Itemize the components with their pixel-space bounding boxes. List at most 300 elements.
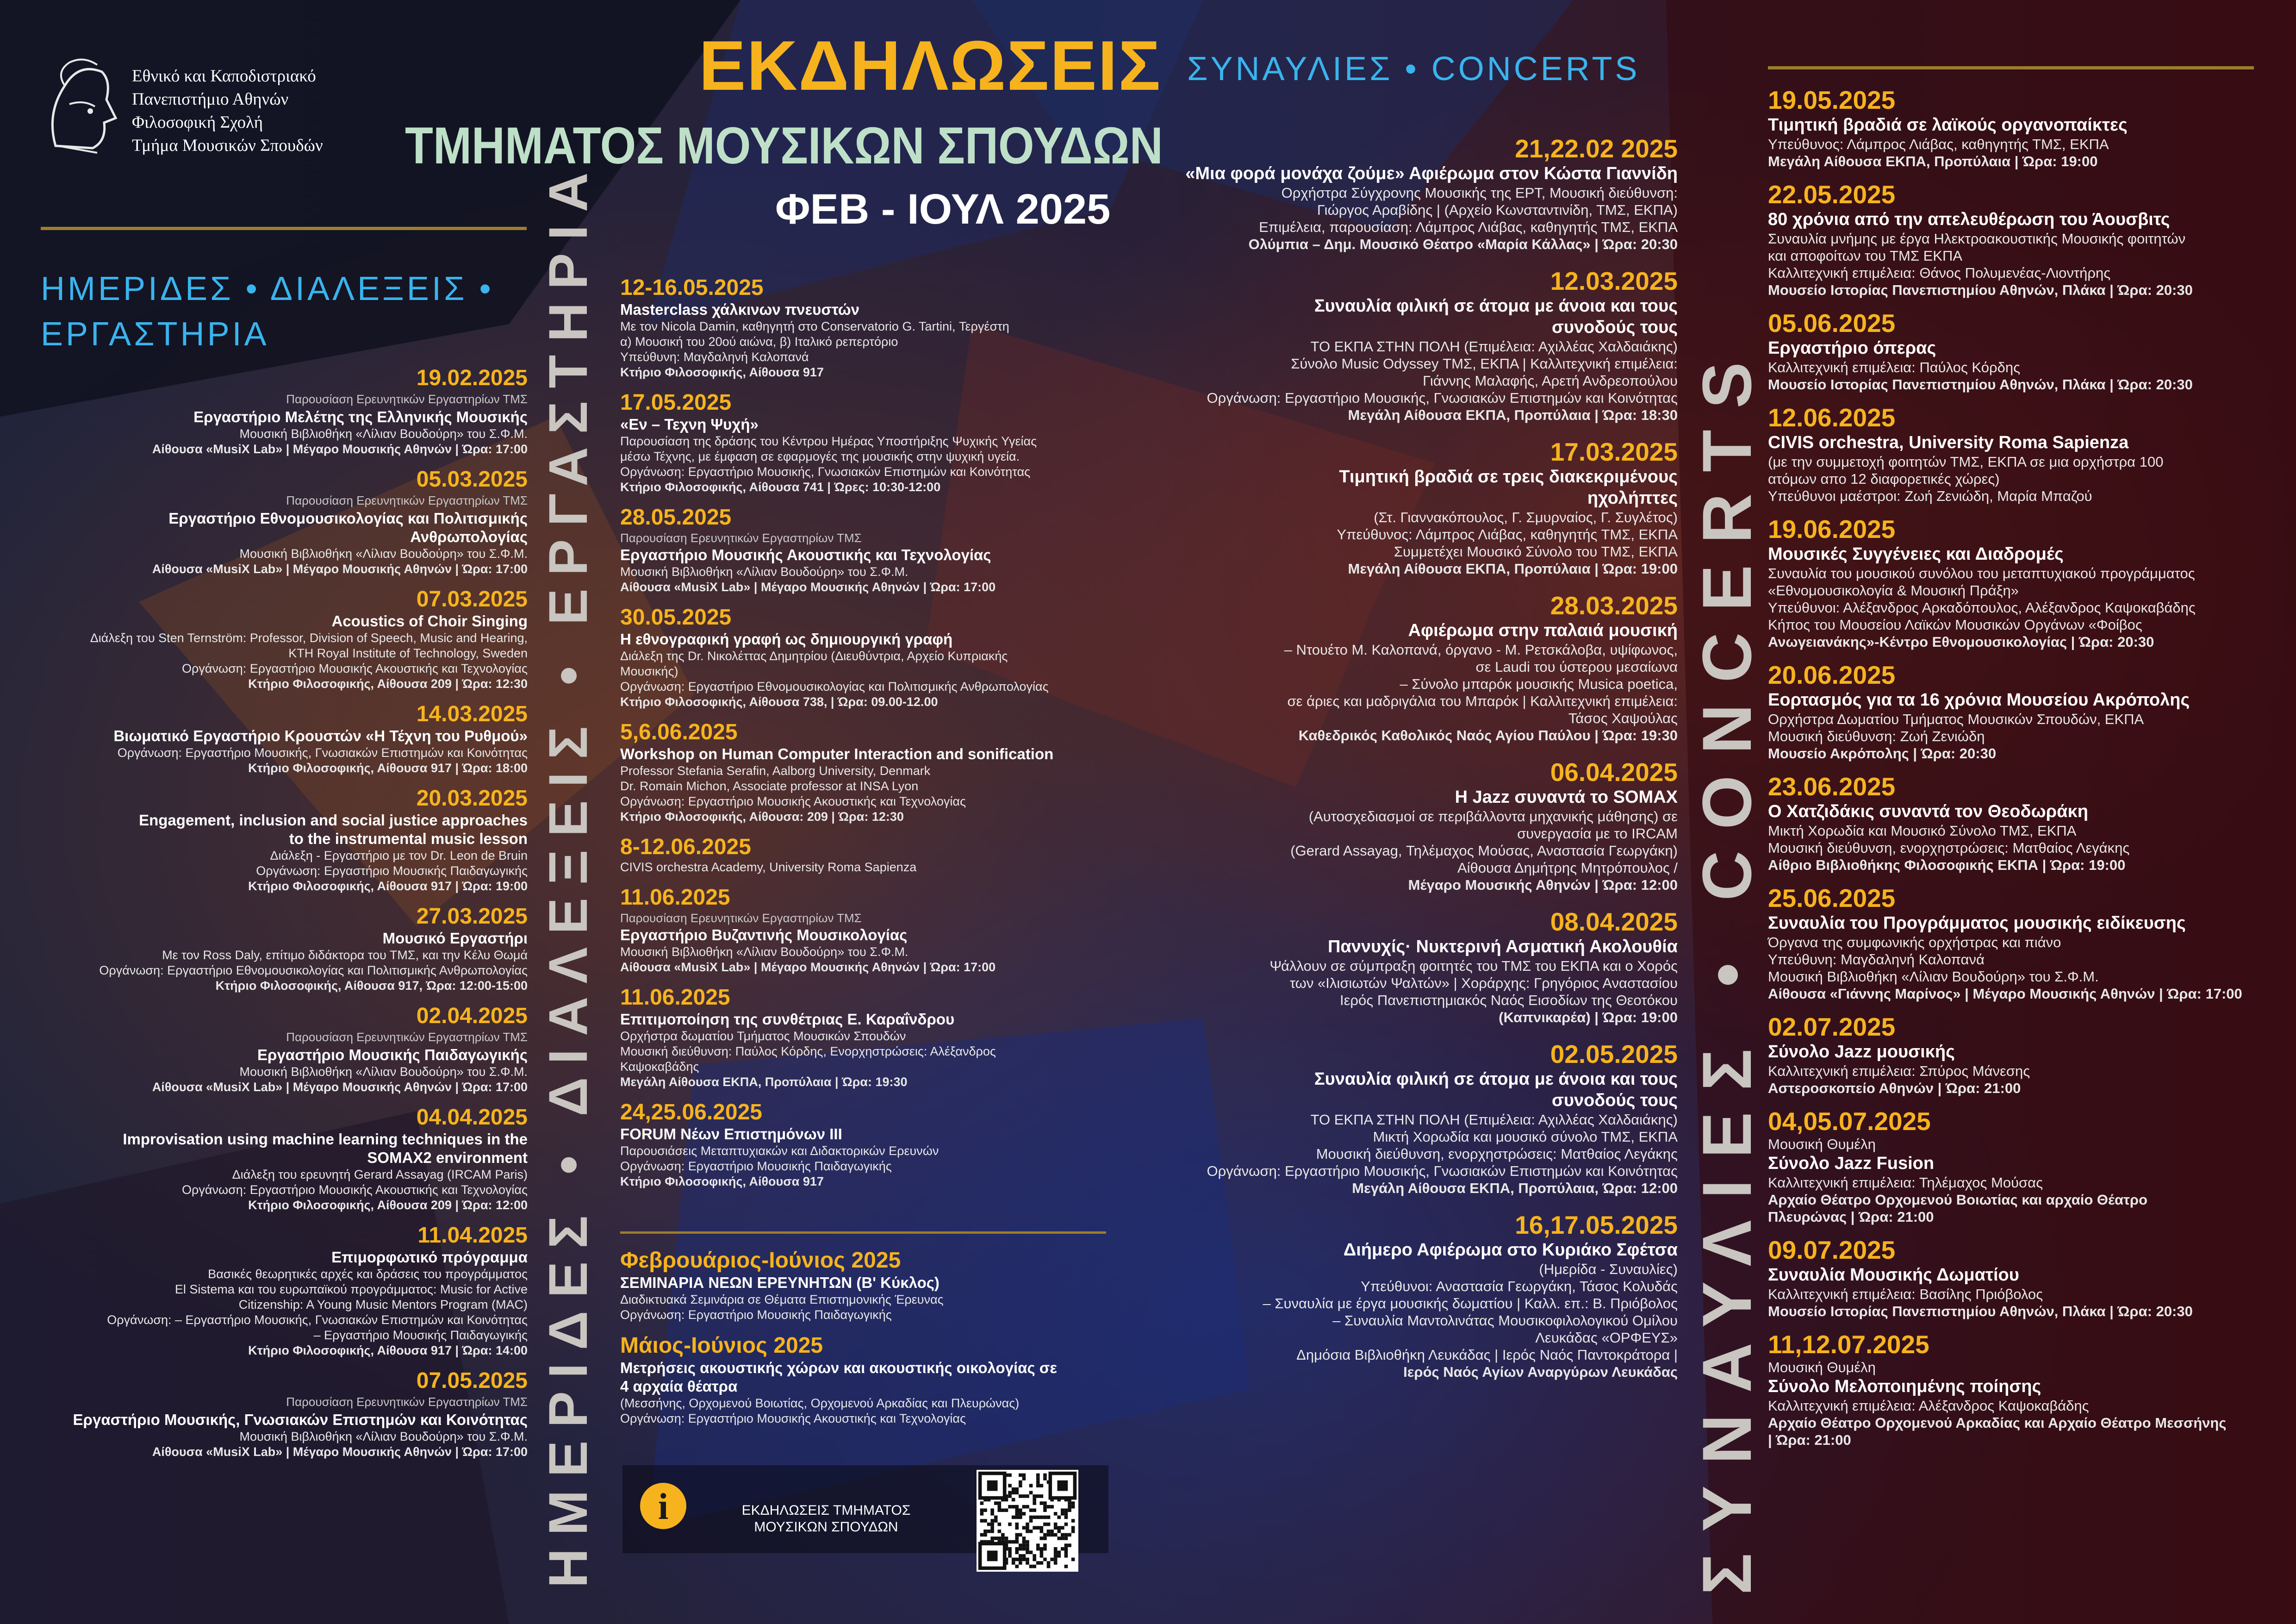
info-icon[interactable]: i bbox=[640, 1483, 686, 1529]
event-detail: σε Laudi του ύστερου μεσαίωνα bbox=[1475, 659, 1678, 675]
event-detail: Οργάνωση: Εργαστήριο Μουσικής, Γνωσιακών Επιστημών και Κοινότητας bbox=[1207, 1163, 1678, 1179]
event-title: Masterclass χάλκινων πνευστών bbox=[620, 301, 859, 318]
event-detail: Ψάλλουν σε σύμπραξη φοιτητές του ΤΜΣ του ΕΚΠΑ και ο Χορός bbox=[1269, 958, 1678, 974]
concerts-heading: ΣΥΝΑΥΛΙΕΣ • CONCERTS bbox=[1187, 50, 1640, 87]
event-title: ηχολήπτες bbox=[1587, 488, 1678, 508]
event-venue: Αίθουσα «Γιάννης Μαρίνος» | Μέγαρο Μουσικής Αθηνών | Ώρα: 17:00 bbox=[1768, 986, 2242, 1002]
event-detail: Οργάνωση: Εργαστήριο Μουσικής Παιδαγωγικής bbox=[620, 1308, 892, 1322]
event-venue: Καθεδρικός Καθολικός Ναός Αγίου Παύλου | Ώρα: 19:30 bbox=[1298, 727, 1678, 743]
event-detail: Βασικές θεωρητικές αρχές και δράσεις του προγράμματος bbox=[208, 1267, 528, 1281]
event-venue: Μεγάλη Αίθουσα ΕΚΠΑ, Προπύλαια, Ώρα: 12:00 bbox=[1352, 1180, 1678, 1196]
event-item bbox=[620, 885, 1106, 975]
event-venue: Κτήριο Φιλοσοφικής, Αίθουσα 917 | Ώρα: 14:00 bbox=[248, 1343, 528, 1357]
event-detail: Συναυλία μνήμης με έργα Ηλεκτροακουστικής Μουσικής φοιτητών bbox=[1768, 231, 2186, 247]
divider bbox=[41, 227, 527, 230]
event-venue: Μεγάλη Αίθουσα ΕΚΠΑ, Προπύλαια | Ώρα: 19:00 bbox=[1768, 153, 2098, 169]
event-detail: Παρουσιάσεις Μεταπτυχιακών και Διδακτορικών Ερευνών bbox=[620, 1144, 939, 1158]
event-detail: Καλλιτεχνική επιμέλεια: Τηλέμαχος Μούσας bbox=[1768, 1174, 2043, 1191]
event-detail: Διαδικτυακά Σεμινάρια σε Θέματα Επιστημονικής Έρευνας bbox=[620, 1293, 944, 1306]
event-detail: Όργανα της συμφωνικής ορχήστρας και πιάνο bbox=[1768, 934, 2061, 950]
event-detail: Οργάνωση: Εργαστήριο Μουσικής Παιδαγωγικής bbox=[256, 864, 528, 878]
seminars-list bbox=[620, 1248, 1111, 1437]
event-venue: Κτήριο Φιλοσοφικής, Αίθουσα 917 | Ώρα: 19:00 bbox=[248, 879, 528, 893]
event-detail: (Gerard Assayag, Τηλέμαχος Μούσας, Αναστασία Γεωργάκη) bbox=[1290, 843, 1678, 859]
event-date: 22.05.2025 bbox=[1768, 180, 1896, 209]
event-date: 11.06.2025 bbox=[620, 885, 730, 910]
event-item bbox=[620, 275, 1106, 380]
event-date: 02.04.2025 bbox=[416, 1004, 528, 1028]
event-detail: Μουσική διεύθυνση: Ζωή Ζενιώδη bbox=[1768, 728, 1985, 744]
event-date: 19.06.2025 bbox=[1768, 515, 1896, 543]
event-detail: KTH Royal Institute of Technology, Sweden bbox=[288, 646, 528, 660]
event-date: Φεβρουάριος-Ιούνιος 2025 bbox=[620, 1248, 901, 1273]
event-detail: Διάλεξη του Sten Ternström: Professor, Division of Speech, Music and Hearing, bbox=[90, 631, 528, 645]
event-date: 07.05.2025 bbox=[416, 1368, 528, 1393]
event-venue: Αίθουσα «MusiX Lab» | Μέγαρο Μουσικής Αθηνών | Ώρα: 17:00 bbox=[152, 1445, 528, 1459]
event-detail: Ορχήστρα Σύγχρονης Μουσικής της ΕΡΤ, Μουσική διεύθυνση: bbox=[1281, 185, 1678, 201]
event-item bbox=[46, 786, 528, 894]
event-detail: Λευκάδας «ΟΡΦΕΥΣ» bbox=[1535, 1330, 1678, 1346]
event-detail: (Ημερίδα - Συναυλίες) bbox=[1539, 1261, 1678, 1277]
event-detail: Παρουσίαση της δράσης του Κέντρου Ημέρας Υποστήριξης Ψυχικής Υγείας bbox=[620, 434, 1037, 448]
event-title: Workshop on Human Computer Interaction and sonification bbox=[620, 745, 1054, 762]
event-detail: – Συναυλία με έργα μουσικής δωματίου | Καλλ. επ.: Β. Πριόβολος bbox=[1263, 1295, 1678, 1312]
event-title: to the instrumental music lesson bbox=[289, 830, 528, 847]
event-title: Σύνολο Μελοποιημένης ποίησης bbox=[1768, 1377, 2041, 1396]
event-title: Εργαστήριο Μελέτης της Ελληνικής Μουσικής bbox=[193, 408, 528, 425]
event-venue: Κτήριο Φιλοσοφικής, Αίθουσα 917, Ώρα: 12:00-15:00 bbox=[215, 979, 528, 993]
event-item bbox=[1768, 515, 2268, 650]
event-item bbox=[1768, 86, 2268, 170]
event-item bbox=[1768, 1012, 2268, 1097]
event-detail: Υπεύθυνη: Μαγδαληνή Καλοπανά bbox=[620, 350, 809, 364]
event-item bbox=[620, 985, 1106, 1090]
event-detail: των «Ιλισιωτών Ψαλτών» | Χοράρχης: Γρηγόριος Αναστασίου bbox=[1289, 975, 1678, 991]
event-detail: συνεργασία με το IRCAM bbox=[1517, 825, 1678, 842]
event-title: Διήμερο Αφιέρωμα στο Κυριάκο Σφέτσα bbox=[1343, 1240, 1678, 1260]
event-venue: Αίθουσα «MusiX Lab» | Μέγαρο Μουσικής Αθηνών | Ώρα: 17:00 bbox=[620, 580, 996, 594]
event-item bbox=[1125, 1040, 1678, 1197]
event-venue: Αίθουσα «MusiX Lab» | Μέγαρο Μουσικής Αθηνών | Ώρα: 17:00 bbox=[152, 442, 528, 456]
event-detail: Καλλιτεχνική επιμέλεια: Σπύρος Μάνεσης bbox=[1768, 1063, 2030, 1079]
event-detail: ΤΟ ΕΚΠΑ ΣΤΗΝ ΠΟΛΗ (Επιμέλεια: Αχιλλέας Χαλδαιάκης) bbox=[1310, 1112, 1678, 1128]
university-line: Πανεπιστήμιο Αθηνών bbox=[132, 90, 289, 109]
event-detail: Ιερός Πανεπιστημιακός Ναός Εισοδίων της Θεοτόκου bbox=[1339, 992, 1678, 1008]
event-item bbox=[1125, 267, 1678, 424]
event-date: 5,6.06.2025 bbox=[620, 720, 738, 744]
event-venue: (Καπνικαρέα) | Ώρα: 19:00 bbox=[1499, 1009, 1678, 1025]
event-title: Acoustics of Choir Singing bbox=[331, 612, 528, 630]
event-detail: El Sistema και του ευρωπαϊκού προγράμματος: Music for Active bbox=[174, 1282, 528, 1296]
event-date: 11,12.07.2025 bbox=[1768, 1330, 1929, 1359]
event-detail: Αίθουσα Δημήτρης Μητρόπουλος / bbox=[1457, 860, 1678, 876]
event-detail: Dr. Romain Michon, Associate professor at INSA Lyon bbox=[620, 779, 919, 793]
event-title: Επιτιμοποίηση της συνθέτριας Ε. Καραΐνδρου bbox=[620, 1011, 955, 1028]
concerts-list-right bbox=[1768, 86, 2268, 1459]
event-date: 11.06.2025 bbox=[620, 985, 730, 1010]
event-venue: Κτήριο Φιλοσοφικής, Αίθουσα 209 | Ώρα: 12:00 bbox=[248, 1198, 528, 1212]
event-title: Τιμητική βραδιά σε τρεις διακεκριμένους bbox=[1339, 467, 1678, 487]
event-detail: Μουσική διεύθυνση, ενορχηστρώσεις: Ματθαίος Λεγάκης bbox=[1768, 840, 2130, 856]
heading-line: ΕΡΓΑΣΤΗΡΙΑ bbox=[41, 316, 269, 353]
event-title: Εργαστήριο Βυζαντινής Μουσικολογίας bbox=[620, 926, 908, 943]
event-detail: Οργάνωση: – Εργαστήριο Μουσικής, Γνωσιακών Επιστημών και Κοινότητας bbox=[107, 1313, 528, 1327]
event-date: 25.06.2025 bbox=[1768, 884, 1896, 912]
event-subtitle: Παρουσίαση Ερευνητικών Εργαστηρίων ΤΜΣ bbox=[286, 1395, 528, 1409]
event-detail: Μουσική διεύθυνση: Παύλος Κόρδης, Ενορχηστρώσεις: Αλέξανδρος bbox=[620, 1044, 996, 1058]
event-detail: – Συναυλία Μαντολινάτας Μουσικοφιλολογικού Ομίλου bbox=[1332, 1312, 1678, 1329]
event-date: 04,05.07.2025 bbox=[1768, 1107, 1931, 1136]
event-detail: Υπεύθυνοι: Αναστασία Γεωργάκη, Τάσος Κολυδάς bbox=[1361, 1278, 1678, 1294]
event-subtitle: Παρουσίαση Ερευνητικών Εργαστηρίων ΤΜΣ bbox=[620, 531, 862, 545]
workshops-vertical-banner: ΗΜΕΡΙΔΕΣ • ΔΙΑΛΕΞΕΙΣ • ΕΡΓΑΣΤΗΡΙΑ bbox=[538, 159, 599, 1588]
event-item bbox=[46, 366, 528, 457]
event-title: Επιμορφωτικό πρόγραμμα bbox=[331, 1249, 528, 1266]
event-venue: Αστεροσκοπείο Αθηνών | Ώρα: 21:00 bbox=[1768, 1080, 2021, 1096]
event-item bbox=[46, 1004, 528, 1095]
event-title: Εργαστήριο Μουσικής, Γνωσιακών Επιστημών και Κοινότητας bbox=[73, 1411, 528, 1428]
event-detail: (Στ. Γιαννακόπουλος, Γ. Σμυρναίος, Γ. Συγλέτος) bbox=[1374, 509, 1678, 525]
event-venue: Αρχαίο Θέατρο Ορχομενού Βοιωτίας και αρχαίο Θέατρο bbox=[1768, 1192, 2148, 1208]
event-title: «Μια φορά μονάχα ζούμε» Αφιέρωμα στον Κώστα Γιαννίδη bbox=[1185, 164, 1678, 183]
event-date: 12-16.05.2025 bbox=[620, 275, 764, 300]
event-title: Μετρήσεις ακουστικής χώρων και ακουστικής οικολογίας σε bbox=[620, 1359, 1058, 1376]
event-subtitle: Παρουσίαση Ερευνητικών Εργαστηρίων ΤΜΣ bbox=[620, 911, 862, 925]
event-venue: Αίθουσα «MusiX Lab» | Μέγαρο Μουσικής Αθηνών | Ώρα: 17:00 bbox=[152, 562, 528, 576]
event-detail: Μουσική Θυμέλη bbox=[1768, 1359, 1876, 1375]
event-detail: Μουσική Βιβλιοθήκη «Λίλιαν Βουδούρη» του Σ.Φ.Μ. bbox=[239, 1430, 528, 1443]
event-detail: Μουσική Βιβλιοθήκη «Λίλιαν Βουδούρη» του Σ.Φ.Μ. bbox=[620, 565, 908, 579]
event-title: συνοδούς τους bbox=[1551, 1091, 1678, 1110]
event-detail: Μουσική Θυμέλη bbox=[1768, 1136, 1876, 1152]
event-detail: Διάλεξη - Εργαστήριο με τον Dr. Leon de Bruin bbox=[270, 849, 528, 862]
event-detail: Οργάνωση: Εργαστήριο Μουσικής Ακουστικής και Τεχνολογίας bbox=[620, 794, 966, 808]
event-venue: Μεγάλη Αίθουσα ΕΚΠΑ, Προπύλαια | Ώρα: 18:30 bbox=[1348, 407, 1678, 423]
event-item bbox=[1768, 1330, 2268, 1449]
event-detail: Οργάνωση: Εργαστήριο Μουσικής, Γνωσιακών Επιστημών και Κοινότητας bbox=[1207, 390, 1678, 406]
event-venue: Κτήριο Φιλοσοφικής, Αίθουσα 917 bbox=[620, 365, 824, 379]
info-line: ΕΚΔΗΛΩΣΕΙΣ ΤΜΗΜΑΤΟΣ bbox=[741, 1503, 911, 1518]
event-date: Μάιος-Ιούνιος 2025 bbox=[620, 1333, 823, 1358]
event-date: 19.05.2025 bbox=[1768, 86, 1896, 114]
event-detail: Ορχήστρα δωματίου Τμήματος Μουσικών Σπουδών bbox=[620, 1029, 906, 1043]
event-venue: Μουσείο Ιστορίας Πανεπιστημίου Αθηνών, Πλάκα | Ώρα: 20:30 bbox=[1768, 376, 2193, 393]
event-date: 07.03.2025 bbox=[416, 587, 528, 612]
event-detail: Γιάννης Μαλαφής, Αρετή Ανδρεοπούλου bbox=[1423, 373, 1678, 389]
event-title: Σύνολο Jazz μουσικής bbox=[1768, 1042, 1955, 1062]
event-title: Improvisation using machine learning techniques in the bbox=[123, 1131, 528, 1148]
event-item bbox=[1768, 661, 2268, 762]
event-detail: Οργάνωση: Εργαστήριο Μουσικής, Γνωσιακών Επιστημών και Κοινότητας bbox=[117, 746, 528, 760]
university-line: Φιλοσοφική Σχολή bbox=[132, 113, 263, 132]
event-detail: Καλλιτεχνική επιμέλεια: Παύλος Κόρδης bbox=[1768, 359, 2021, 375]
event-item bbox=[1125, 437, 1678, 577]
event-date: 06.04.2025 bbox=[1550, 758, 1678, 787]
event-date: 24,25.06.2025 bbox=[620, 1100, 762, 1124]
event-detail: Μουσική Βιβλιοθήκη «Λίλιαν Βουδούρη» του Σ.Φ.Μ. bbox=[239, 427, 528, 441]
event-title: Engagement, inclusion and social justice approaches bbox=[139, 812, 528, 829]
event-item bbox=[620, 720, 1106, 824]
divider bbox=[620, 1231, 1106, 1234]
event-detail: Μουσική Βιβλιοθήκη «Λίλιαν Βουδούρη» του Σ.Φ.Μ. bbox=[1768, 968, 2099, 985]
event-title: CIVIS orchestra, University Roma Sapienza bbox=[1768, 433, 2129, 452]
event-title: Η Jazz συναντά το SOMAX bbox=[1455, 787, 1678, 807]
event-item bbox=[1768, 180, 2268, 299]
event-date: 21,22.02 2025 bbox=[1515, 134, 1678, 163]
event-title: Αφιέρωμα στην παλαιά μουσική bbox=[1408, 621, 1678, 640]
event-venue: Κτήριο Φιλοσοφικής, Αίθουσα 741 | Ώρες: 10:30-12:00 bbox=[620, 480, 941, 494]
event-date: 09.07.2025 bbox=[1768, 1236, 1896, 1264]
event-detail: α) Μουσική του 20ού αιώνα, β) Ιταλικό ρεπερτόριο bbox=[620, 335, 898, 349]
event-detail: – Σύνολο μπαρόκ μουσικής Musica poetica, bbox=[1400, 676, 1678, 692]
poster-date-range: ΦΕΒ - ΙΟΥΛ 2025 bbox=[775, 186, 1111, 233]
university-line: Τμήμα Μουσικών Σπουδών bbox=[132, 136, 323, 155]
event-detail: Με τον Nicola Damin, καθηγητή στο Conservatorio G. Tartini, Τεργέστη bbox=[620, 319, 1009, 333]
event-detail: Ορχήστρα Δωματίου Τμήματος Μουσικών Σπουδών, ΕΚΠΑ bbox=[1768, 711, 2144, 727]
event-detail: μέσω Τέχνης, με έμφαση σε εφαρμογές της μουσικής στην ψυχική υγεία. bbox=[620, 450, 1020, 463]
event-date: 05.03.2025 bbox=[416, 467, 528, 492]
event-venue: Μουσείο Ιστορίας Πανεπιστημίου Αθηνών, Πλάκα | Ώρα: 20:30 bbox=[1768, 282, 2193, 298]
event-item bbox=[1768, 1107, 2268, 1225]
event-venue: Κτήριο Φιλοσοφικής, Αίθουσα 209 | Ώρα: 12:30 bbox=[248, 677, 528, 691]
event-detail: Συμμετέχει Μουσικό Σύνολο του ΤΜΣ, ΕΚΠΑ bbox=[1394, 543, 1678, 560]
event-venue: Κτήριο Φιλοσοφικής, Αίθουσα 738, | Ώρα: 09.00-12.00 bbox=[620, 695, 938, 709]
event-title: Ο Χατζιδάκις συναντά τον Θεοδωράκη bbox=[1768, 802, 2088, 821]
heading-line: ΗΜΕΡΙΔΕΣ • ΔΙΑΛΕΞΕΙΣ • bbox=[41, 270, 494, 307]
divider bbox=[1768, 66, 2254, 69]
event-subtitle: Παρουσίαση Ερευνητικών Εργαστηρίων ΤΜΣ bbox=[286, 392, 528, 406]
event-title: Μουσικό Εργαστήρι bbox=[382, 930, 528, 947]
event-item bbox=[1768, 884, 2268, 1002]
event-item bbox=[1125, 591, 1678, 744]
event-item bbox=[1125, 134, 1678, 253]
event-detail: Σύνολο Music Odyssey ΤΜΣ, ΕΚΠΑ | Καλλιτεχνική επιμέλεια: bbox=[1291, 356, 1678, 372]
event-detail: Οργάνωση: Εργαστήριο Μουσικής Ακουστικής και Τεχνολογίας bbox=[182, 1183, 528, 1197]
event-detail: Διάλεξη της Dr. Νικολέττας Δημητρίου (Διευθύντρια, Αρχείο Κυπριακής bbox=[620, 649, 1008, 663]
event-date: 14.03.2025 bbox=[416, 702, 528, 726]
event-detail: Υπεύθυνος: Λάμπρος Λιάβας, καθηγητής ΤΜΣ, ΕΚΠΑ bbox=[1337, 526, 1678, 543]
event-detail: και αποφοίτων του ΤΜΣ ΕΚΠΑ bbox=[1768, 248, 1963, 264]
event-venue: Ολύμπια – Δημ. Μουσικό Θέατρο «Μαρία Κάλλας» | Ώρα: 20:30 bbox=[1248, 236, 1678, 252]
event-item bbox=[46, 467, 528, 577]
event-venue: Αίθουσα «MusiX Lab» | Μέγαρο Μουσικής Αθηνών | Ώρα: 17:00 bbox=[620, 960, 996, 974]
event-title: 80 χρόνια από την απελευθέρωση του Άουσβιτς bbox=[1768, 210, 2170, 229]
event-venue: Αρχαίο Θέατρο Ορχομενού Αρκαδίας και Αρχαίο Θέατρο Μεσσήνης bbox=[1768, 1415, 2227, 1431]
event-title: SOMAX2 environment bbox=[367, 1149, 528, 1166]
info-line: ΜΟΥΣΙΚΩΝ ΣΠΟΥΔΩΝ bbox=[754, 1519, 898, 1535]
event-detail: CIVIS orchestra Academy, University Roma Sapienza bbox=[620, 860, 917, 874]
event-detail: Μουσική διεύθυνση, ενορχηστρώσεις: Ματθαίος Λεγάκης bbox=[1316, 1146, 1678, 1162]
event-date: 04.04.2025 bbox=[416, 1105, 528, 1130]
event-venue: Κτήριο Φιλοσοφικής, Αίθουσα 917 bbox=[620, 1174, 824, 1188]
event-venue: Ιερός Ναός Αγίων Αναργύρων Λευκάδας bbox=[1403, 1364, 1678, 1380]
event-item bbox=[46, 1105, 528, 1213]
event-detail: Οργάνωση: Εργαστήριο Μουσικής Ακουστικής και Τεχνολογίας bbox=[620, 1412, 966, 1425]
event-venue: | Ώρα: 21:00 bbox=[1768, 1432, 1851, 1448]
event-detail: Κήπος του Μουσείου Λαϊκών Μουσικών Οργάνων «Φοίβος bbox=[1768, 617, 2142, 633]
event-date: 02.05.2025 bbox=[1550, 1040, 1678, 1068]
university-line: Εθνικό και Καποδιστριακό bbox=[132, 67, 316, 86]
event-title: Η εθνογραφική γραφή ως δημιουργική γραφή bbox=[620, 631, 953, 648]
event-date: 12.03.2025 bbox=[1550, 267, 1678, 295]
event-item bbox=[1768, 1236, 2268, 1320]
event-detail: Οργάνωση: Εργαστήριο Μουσικής, Γνωσιακών Επιστημών και Κοινότητας bbox=[620, 465, 1031, 479]
event-date: 27.03.2025 bbox=[416, 904, 528, 929]
event-item bbox=[620, 1333, 1111, 1426]
event-title: Τιμητική βραδιά σε λαϊκούς οργανοπαίκτες bbox=[1768, 115, 2128, 135]
event-detail: Γιώργος Αραβίδης | (Αρχείο Κωνσταντινίδη, ΤΜΣ, ΕΚΠΑ) bbox=[1317, 202, 1678, 218]
event-detail: Καλλιτεχνική επιμέλεια: Βασίλης Πριόβολος bbox=[1768, 1286, 2043, 1302]
event-date: 8-12.06.2025 bbox=[620, 835, 751, 859]
event-detail: Καλλιτεχνική επιμέλεια: Αλέξανδρος Καψοκαβάδης bbox=[1768, 1398, 2089, 1414]
event-item bbox=[620, 1248, 1111, 1323]
event-title: Εργαστήριο Εθνομουσικολογίας και Πολιτισμικής bbox=[168, 510, 528, 527]
athena-logo bbox=[37, 53, 120, 164]
event-date: 17.03.2025 bbox=[1550, 437, 1678, 466]
event-item bbox=[620, 835, 1106, 875]
concerts-vertical-banner: ΣΥΝΑΥΛΙΕΣ • CONCERTS bbox=[1688, 341, 1766, 1595]
poster-title: ΕΚΔΗΛΩΣΕΙΣ bbox=[699, 26, 1162, 105]
event-date: 20.03.2025 bbox=[416, 786, 528, 811]
event-item bbox=[1125, 1211, 1678, 1380]
event-venue: Ανωγειανάκης»-Κέντρο Εθνομουσικολογίας | Ώρα: 20:30 bbox=[1768, 634, 2154, 650]
event-date: 11.04.2025 bbox=[417, 1223, 528, 1248]
event-item bbox=[46, 1368, 528, 1460]
event-title: Συναυλία Μουσικής Δωματίου bbox=[1768, 1265, 2019, 1285]
event-detail: Μικτή Χορωδία και Μουσικό Σύνολο ΤΜΣ, ΕΚΠΑ bbox=[1768, 823, 2077, 839]
event-date: 08.04.2025 bbox=[1550, 907, 1678, 936]
event-item bbox=[1768, 772, 2268, 874]
event-item bbox=[1125, 758, 1678, 893]
event-date: 20.06.2025 bbox=[1768, 661, 1896, 689]
event-date: 23.06.2025 bbox=[1768, 772, 1896, 801]
event-item bbox=[1125, 907, 1678, 1026]
event-title: Εργαστήριο όπερας bbox=[1768, 338, 1936, 358]
event-item bbox=[620, 390, 1106, 495]
event-venue: Αίθουσα «MusiX Lab» | Μέγαρο Μουσικής Αθηνών | Ώρα: 17:00 bbox=[152, 1080, 528, 1094]
event-detail: Υπεύθυνοι μαέστροι: Ζωή Ζενιώδη, Μαρία Μπαζού bbox=[1768, 488, 2092, 504]
event-date: 02.07.2025 bbox=[1768, 1012, 1896, 1041]
event-date: 28.05.2025 bbox=[620, 505, 732, 530]
university-name bbox=[132, 65, 323, 157]
event-subtitle: Παρουσίαση Ερευνητικών Εργαστηρίων ΤΜΣ bbox=[286, 493, 528, 507]
event-venue: Μουσείο Ακρόπολης | Ώρα: 20:30 bbox=[1768, 745, 1997, 762]
event-detail: σε άριες και μαδριγάλια του Μπαρόκ | Καλλιτεχνική επιμέλεια: bbox=[1287, 693, 1678, 709]
event-detail: Professor Stefania Serafin, Aalborg University, Denmark bbox=[620, 764, 931, 778]
event-title: FORUM Νέων Επιστημόνων ΙΙΙ bbox=[620, 1125, 842, 1143]
event-detail: Δημόσια Βιβλιοθήκη Λευκάδας | Ιερός Ναός Παντοκράτορα | bbox=[1296, 1347, 1678, 1363]
event-venue: Μεγάλη Αίθουσα ΕΚΠΑ, Προπύλαια | Ώρα: 19:30 bbox=[620, 1075, 908, 1089]
event-detail: (Αυτοσχεδιασμοί σε περιβάλλοντα μηχανικής μάθησης) σε bbox=[1308, 808, 1678, 824]
event-item bbox=[46, 702, 528, 776]
event-detail: Citizenship: A Young Music Mentors Program (MAC) bbox=[238, 1298, 528, 1312]
event-venue: Μέγαρο Μουσικής Αθηνών | Ώρα: 12:00 bbox=[1408, 877, 1678, 893]
event-venue: Μουσείο Ιστορίας Πανεπιστημίου Αθηνών, Πλάκα | Ώρα: 20:30 bbox=[1768, 1303, 2193, 1319]
event-date: 28.03.2025 bbox=[1550, 591, 1678, 620]
event-date: 05.06.2025 bbox=[1768, 309, 1896, 337]
event-title: Συναυλία φιλική σε άτομα με άνοια και τους bbox=[1314, 296, 1678, 316]
event-date: 16,17.05.2025 bbox=[1515, 1211, 1678, 1239]
event-title: Παννυχίς· Νυκτερινή Ασματική Ακολουθία bbox=[1327, 937, 1678, 956]
event-date: 30.05.2025 bbox=[620, 605, 732, 630]
event-detail: Οργάνωση: Εργαστήριο Μουσικής Παιδαγωγικής bbox=[620, 1159, 892, 1173]
poster-subtitle: ΤΜΗΜΑΤΟΣ ΜΟΥΣΙΚΩΝ ΣΠΟΥΔΩΝ bbox=[405, 117, 1163, 175]
event-item bbox=[46, 587, 528, 692]
event-item bbox=[620, 505, 1106, 595]
event-title: Συναυλία φιλική σε άτομα με άνοια και τους bbox=[1314, 1069, 1678, 1089]
event-title: Σύνολο Jazz Fusion bbox=[1768, 1154, 1935, 1173]
event-venue: Κτήριο Φιλοσοφικής, Αίθουσα 917 | Ώρα: 18:00 bbox=[248, 761, 528, 775]
event-venue: Αίθριο Βιβλιοθήκης Φιλοσοφικής ΕΚΠΑ | Ώρα: 19:00 bbox=[1768, 857, 2126, 873]
event-title: «Εν – Τεχνη Ψυχή» bbox=[620, 416, 759, 433]
event-detail: Επιμέλεια, παρουσίαση: Λάμπρος Λιάβας, καθηγητής ΤΜΣ, ΕΚΠΑ bbox=[1259, 219, 1678, 235]
concerts-list-left bbox=[1125, 134, 1678, 1394]
event-date: 17.05.2025 bbox=[620, 390, 732, 415]
event-title: ΣΕΜΙΝΑΡΙΑ ΝΕΩΝ ΕΡΕΥΝΗΤΩΝ (Β' Κύκλος) bbox=[620, 1274, 940, 1291]
event-detail: ατόμων απο 12 διαφορετικές χώρες) bbox=[1768, 471, 2000, 487]
event-title: Εορτασμός για τα 16 χρόνια Μουσείου Ακρόπολης bbox=[1768, 690, 2190, 710]
workshops-heading bbox=[41, 266, 494, 357]
event-detail: Καλλιτεχνική επιμέλεια: Θάνος Πολυμενέας-Λιοντήρης bbox=[1768, 265, 2111, 281]
event-venue: Κτήριο Φιλοσοφικής, Αίθουσα: 209 | Ώρα: 12:30 bbox=[620, 810, 904, 824]
event-date: 19.02.2025 bbox=[416, 366, 528, 390]
event-title: Ανθρωπολογίας bbox=[410, 528, 528, 545]
event-detail: ΤΟ ΕΚΠΑ ΣΤΗΝ ΠΟΛΗ (Επιμέλεια: Αχιλλέας Χαλδαιάκης) bbox=[1310, 338, 1678, 355]
event-detail: Καψοκαβάδης bbox=[620, 1060, 699, 1074]
event-item bbox=[620, 605, 1106, 710]
event-title: Εργαστήριο Μουσικής Παιδαγωγικής bbox=[257, 1046, 528, 1063]
event-detail: – Εργαστήριο Μουσικής Παιδαγωγικής bbox=[313, 1328, 528, 1342]
event-detail: Μουσική Βιβλιοθήκη «Λίλιαν Βουδούρη» του Σ.Φ.Μ. bbox=[239, 1065, 528, 1079]
event-detail: (Μεσσήνης, Ορχομενού Βοιωτίας, Ορχομενού Αρκαδίας και Πλευρώνας) bbox=[620, 1396, 1020, 1410]
event-detail: Μουσικής) bbox=[620, 664, 678, 678]
event-detail: Με τον Ross Daly, επίτιμο διδάκτορα του ΤΜΣ, και την Κέλυ Θωμά bbox=[162, 948, 528, 962]
event-detail: Οργάνωση: Εργαστήριο Εθνομουσικολογίας και Πολιτισμικής Ανθρωπολογίας bbox=[99, 963, 528, 977]
event-title: Βιωματικό Εργαστήριο Κρουστών «Η Τέχνη του Ρυθμού» bbox=[113, 727, 528, 744]
event-item bbox=[1768, 309, 2268, 393]
qr-code[interactable] bbox=[977, 1470, 1078, 1572]
event-title: Εργαστήριο Μουσικής Ακουστικής και Τεχνολογίας bbox=[620, 546, 991, 563]
event-detail: (με την συμμετοχή φοιτητών ΤΜΣ, ΕΚΠΑ σε μια ορχήστρα 100 bbox=[1768, 454, 2164, 470]
event-title: συνοδούς τους bbox=[1551, 318, 1678, 337]
event-detail: «Εθνομουσικολογία & Μουσική Πράξη» bbox=[1768, 582, 2019, 599]
event-detail: Υπεύθυνη: Μαγδαληνή Καλοπανά bbox=[1768, 951, 1985, 968]
info-text bbox=[738, 1502, 914, 1536]
event-item bbox=[620, 1100, 1106, 1189]
event-detail: Τάσος Χαψούλας bbox=[1568, 710, 1678, 726]
event-detail: Υπεύθυνοι: Αλέξανδρος Αρκαδόπουλος, Αλέξανδρος Καψοκαβάδης bbox=[1768, 600, 2196, 616]
event-venue: Μεγάλη Αίθουσα ΕΚΠΑ, Προπύλαια | Ώρα: 19:00 bbox=[1348, 561, 1678, 577]
event-venue: Πλευρώνας | Ώρα: 21:00 bbox=[1768, 1209, 1934, 1225]
event-detail: – Ντουέτο Μ. Καλοπανά, όργανο - Μ. Ρετσκάλοβα, υψίφωνος, bbox=[1284, 642, 1678, 658]
event-detail: Οργάνωση: Εργαστήριο Εθνομουσικολογίας και Πολιτισμικής Ανθρωπολογίας bbox=[620, 680, 1049, 693]
event-title: 4 αρχαία θέατρα bbox=[620, 1378, 738, 1395]
event-item bbox=[46, 904, 528, 993]
event-title: Μουσικές Συγγένειες και Διαδρομές bbox=[1768, 544, 2064, 564]
event-detail: Μουσική Βιβλιοθήκη «Λίλιαν Βουδούρη» του Σ.Φ.Μ. bbox=[239, 547, 528, 561]
event-detail: Οργάνωση: Εργαστήριο Μουσικής Ακουστικής και Τεχνολογίας bbox=[182, 662, 528, 675]
event-title: Συναυλία του Προγράμματος μουσικής ειδίκευσης bbox=[1768, 913, 2186, 933]
event-detail: Μικτή Χορωδία και μουσικό σύνολο ΤΜΣ, ΕΚΠΑ bbox=[1373, 1129, 1678, 1145]
event-subtitle: Παρουσίαση Ερευνητικών Εργαστηρίων ΤΜΣ bbox=[286, 1030, 528, 1044]
workshops-list-left bbox=[46, 366, 528, 1470]
event-detail: Μουσική Βιβλιοθήκη «Λίλιαν Βουδούρη» του Σ.Φ.Μ. bbox=[620, 945, 908, 959]
event-item bbox=[46, 1223, 528, 1358]
info-box bbox=[622, 1465, 1108, 1553]
event-detail: Υπεύθυνος: Λάμπρος Λιάβας, καθηγητής ΤΜΣ, ΕΚΠΑ bbox=[1768, 136, 2109, 152]
event-detail: Συναυλία του μουσικού συνόλου του μεταπτυχιακού προγράμματος bbox=[1768, 565, 2195, 581]
event-date: 12.06.2025 bbox=[1768, 403, 1896, 432]
